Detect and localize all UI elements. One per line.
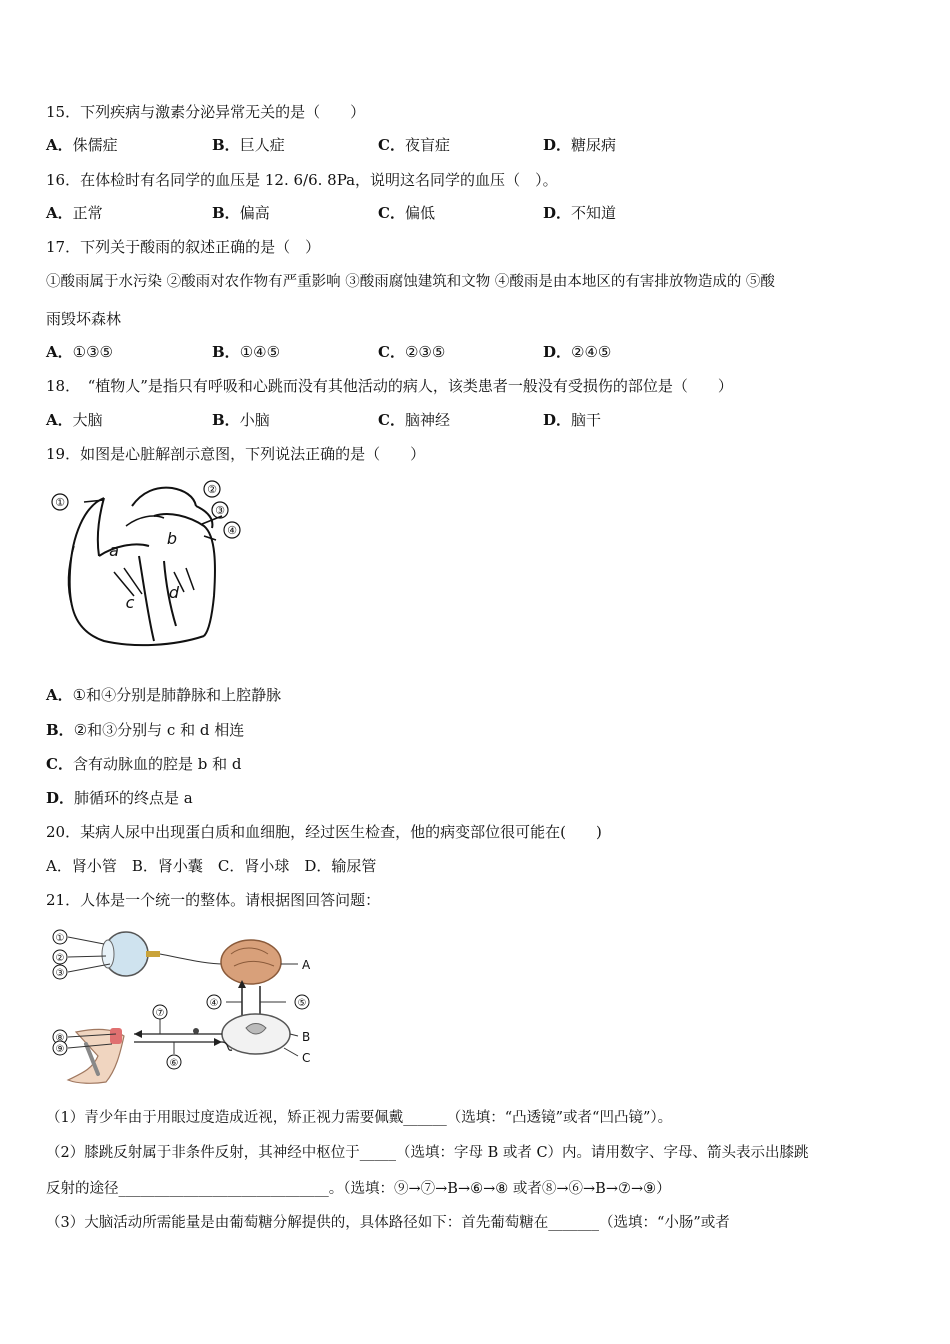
heart-label-c: c <box>125 593 135 612</box>
q21-part1: （1）青少年由于用眼过度造成近视，矫正视力需要佩戴______（选填：“凸透镜”或者“凹凸镜”）。 <box>46 1110 673 1126</box>
q19-option-d: D．肺循环的终点是 a <box>46 789 193 807</box>
q18-option-c: C．脑神经 <box>378 411 450 429</box>
nerve-label-2: ② <box>55 953 65 964</box>
nerve-label-C: C <box>302 1051 311 1065</box>
heart-label-4: ④ <box>227 524 237 537</box>
q16-stem: 16．在体检时有名同学的血压是 12. 6/6. 8Pa，说明这名同学的血压（ ）。 <box>46 171 558 189</box>
nerve-label-9: ⑨ <box>55 1044 65 1055</box>
heart-label-1: ① <box>55 496 65 509</box>
q15-option-a: A．侏儒症 <box>46 136 118 154</box>
nerve-label-7: ⑦ <box>155 1008 165 1019</box>
q19-option-b: B．②和③分别与 c 和 d 相连 <box>46 721 245 739</box>
q17-option-d: D．②④⑤ <box>543 343 612 361</box>
q21-part2-line1: （2）膝跳反射属于非条件反射，其神经中枢位于_____（选填：字母 B 或者 C）内。请用数字、字母、箭头表示出膝跳 <box>46 1145 809 1161</box>
heart-label-2: ② <box>207 483 217 496</box>
q18-stem: 18． “植物人”是指只有呼吸和心跳而没有其他活动的病人，该类患者一般没有受损伤的部位是（ ） <box>46 377 733 395</box>
brain-illustration <box>221 940 281 984</box>
nerve-label-A: A <box>302 958 311 972</box>
q17-statements-line2: 雨毁坏森林 <box>46 310 122 328</box>
q17-statements-line1: ①酸雨属于水污染 ②酸雨对农作物有严重影响 ③酸雨腐蚀建筑和文物 ④酸雨是由本地区的有害排放物造成的 ⑤酸 <box>46 274 775 290</box>
heart-label-b: b <box>166 529 178 548</box>
q18-option-b: B．小脑 <box>212 411 270 429</box>
q15-option-b: B．巨人症 <box>212 136 285 154</box>
nerve-label-3: ③ <box>55 968 65 979</box>
q19-stem: 19．如图是心脏解剖示意图，下列说法正确的是（ ） <box>46 445 426 463</box>
q15-stem: 15．下列疾病与激素分泌异常无关的是（ ） <box>46 103 366 121</box>
heart-label-3: ③ <box>215 504 225 517</box>
heart-label-a: a <box>109 541 119 560</box>
nerve-label-4: ④ <box>209 998 219 1009</box>
q20-stem: 20．某病人尿中出现蛋白质和血细胞，经过医生检查，他的病变部位很可能在( ) <box>46 823 602 841</box>
nerve-label-8: ⑧ <box>55 1033 65 1044</box>
q18-option-a: A．大脑 <box>46 411 103 429</box>
q15-option-d: D．糖尿病 <box>543 136 617 154</box>
q17-option-a: A．①③⑤ <box>46 343 113 361</box>
q21-part2-line2: 反射的途径_____________________________。（选填：⑨→⑦→B→⑥→⑧ 或者⑧→⑥→B→⑦→⑨） <box>46 1181 671 1197</box>
q19-option-a: A．①和④分别是肺静脉和上腔静脉 <box>46 686 282 704</box>
q16-option-c: C．偏低 <box>378 204 435 222</box>
q21-stem: 21．人体是一个统一的整体。请根据图回答问题： <box>46 891 381 909</box>
q19-option-c: C．含有动脉血的腔是 b 和 d <box>46 755 242 773</box>
q16-option-d: D．不知道 <box>543 204 617 222</box>
q17-stem: 17．下列关于酸雨的叙述正确的是（ ） <box>46 238 321 256</box>
q17-option-c: C．②③⑤ <box>378 343 446 361</box>
q21-part3: （3）大脑活动所需能量是由葡萄糖分解提供的，具体路径如下：首先葡萄糖在_______（选填：“小肠”或者 <box>46 1215 730 1231</box>
nerve-label-6: ⑥ <box>169 1058 179 1069</box>
heart-diagram <box>44 476 254 656</box>
q18-option-d: D．脑干 <box>543 411 602 429</box>
q20-options: A．肾小管 B．肾小囊 C．肾小球 D．输尿管 <box>46 857 377 875</box>
nerve-label-5: ⑤ <box>297 998 307 1009</box>
q17-option-b: B．①④⑤ <box>212 343 281 361</box>
nerve-label-1: ① <box>55 933 65 944</box>
q16-option-a: A．正常 <box>46 204 103 222</box>
nervous-system-diagram <box>46 924 326 1094</box>
nerve-label-B: B <box>302 1030 311 1044</box>
heart-label-d: d <box>168 583 180 602</box>
q16-option-b: B．偏高 <box>212 204 270 222</box>
q15-option-c: C．夜盲症 <box>378 136 450 154</box>
